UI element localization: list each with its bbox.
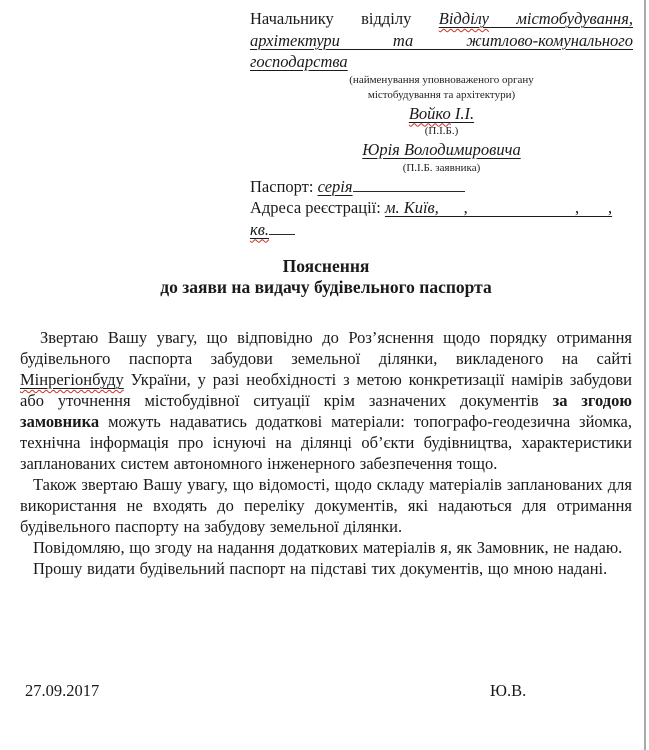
organization-caption <box>250 73 633 103</box>
official-name-flagged: Войко <box>408 103 451 123</box>
signature-initials: Ю.В. <box>490 681 527 700</box>
recipient-block <box>250 8 633 240</box>
paragraph-1 <box>20 327 632 474</box>
address-line <box>250 197 633 219</box>
apartment-label: кв. <box>250 219 270 239</box>
applicant-name: Юрія Володимировича <box>362 140 521 159</box>
passport-label: Паспорт: <box>250 176 314 196</box>
document-body <box>20 256 632 579</box>
document-footer <box>25 681 624 701</box>
address-blank-line: , , , <box>438 198 613 217</box>
document-date: 27.09.2017 <box>25 681 100 700</box>
apartment-line <box>250 219 633 241</box>
recipient-organization-rest: містобудування, архітектури та житлово-комунального господарства <box>250 9 633 71</box>
official-name <box>250 103 633 125</box>
p1-bold-phrase: за згодою замовника <box>20 391 632 431</box>
page-edge-line <box>644 0 646 750</box>
organization-caption-line2: містобудування та архітектури) <box>367 88 516 101</box>
applicant-caption: (П.І.Б. заявника) <box>402 161 481 174</box>
p1-segment-1: Звертаю Вашу увагу, що відповідно до Роз’яснення щодо порядку отримання будівельного паспорта забудови земельної ділянки, викладеного на сайті <box>20 328 632 368</box>
passport-line <box>250 176 633 198</box>
title-line1: Пояснення <box>282 256 370 276</box>
p1-segment-2: України, у разі необхідності з метою конкретизації намірів забудови або уточнення містобудівної ситуації крім зазначених документів <box>20 370 632 410</box>
passport-blank-line <box>353 177 465 192</box>
official-initials: І.І. <box>450 103 475 123</box>
paragraph-4: Прошу видати будівельний паспорт на підставі тих документів, що мною надані. <box>33 559 608 578</box>
document-title <box>20 256 632 298</box>
recipient-prefix: Начальнику відділу <box>250 9 439 28</box>
address-city-value: м. Київ, <box>384 198 439 217</box>
apartment-blank-line <box>269 220 295 235</box>
paragraph-3: Повідомляю, що згоду на надання додаткових матеріалів я, як Замовник, не надаю. <box>33 538 623 557</box>
recipient-organization-flagged-word: Відділу <box>438 9 489 28</box>
address-label: Адреса реєстрації: <box>250 198 381 217</box>
official-caption: (П.І.Б.) <box>424 125 459 137</box>
organization-caption-line1: (найменування уповноваженого органу <box>349 73 534 86</box>
title-line2: до заяви на видачу будівельного паспорта <box>160 277 492 297</box>
p1-segment-3: можуть надаватись додаткові матеріали: топографо-геодезична зйомка, технічна інформація про існуючі на ділянці об’єкти будівництва, характеристики запланованих систем автономного інженерного забезпечення тощо. <box>20 412 632 473</box>
paragraph-2: Також звертаю Вашу увагу, що відомості, щодо складу матеріалів запланованих для використання не входять до переліку документів, які надаються для отримання будівельного паспорту на забудову земельної ділянки. <box>20 475 632 536</box>
passport-series-value: серія <box>317 176 353 196</box>
recipient-line <box>250 8 633 73</box>
p1-flagged-term: Мінрегіонбуду <box>20 370 124 389</box>
